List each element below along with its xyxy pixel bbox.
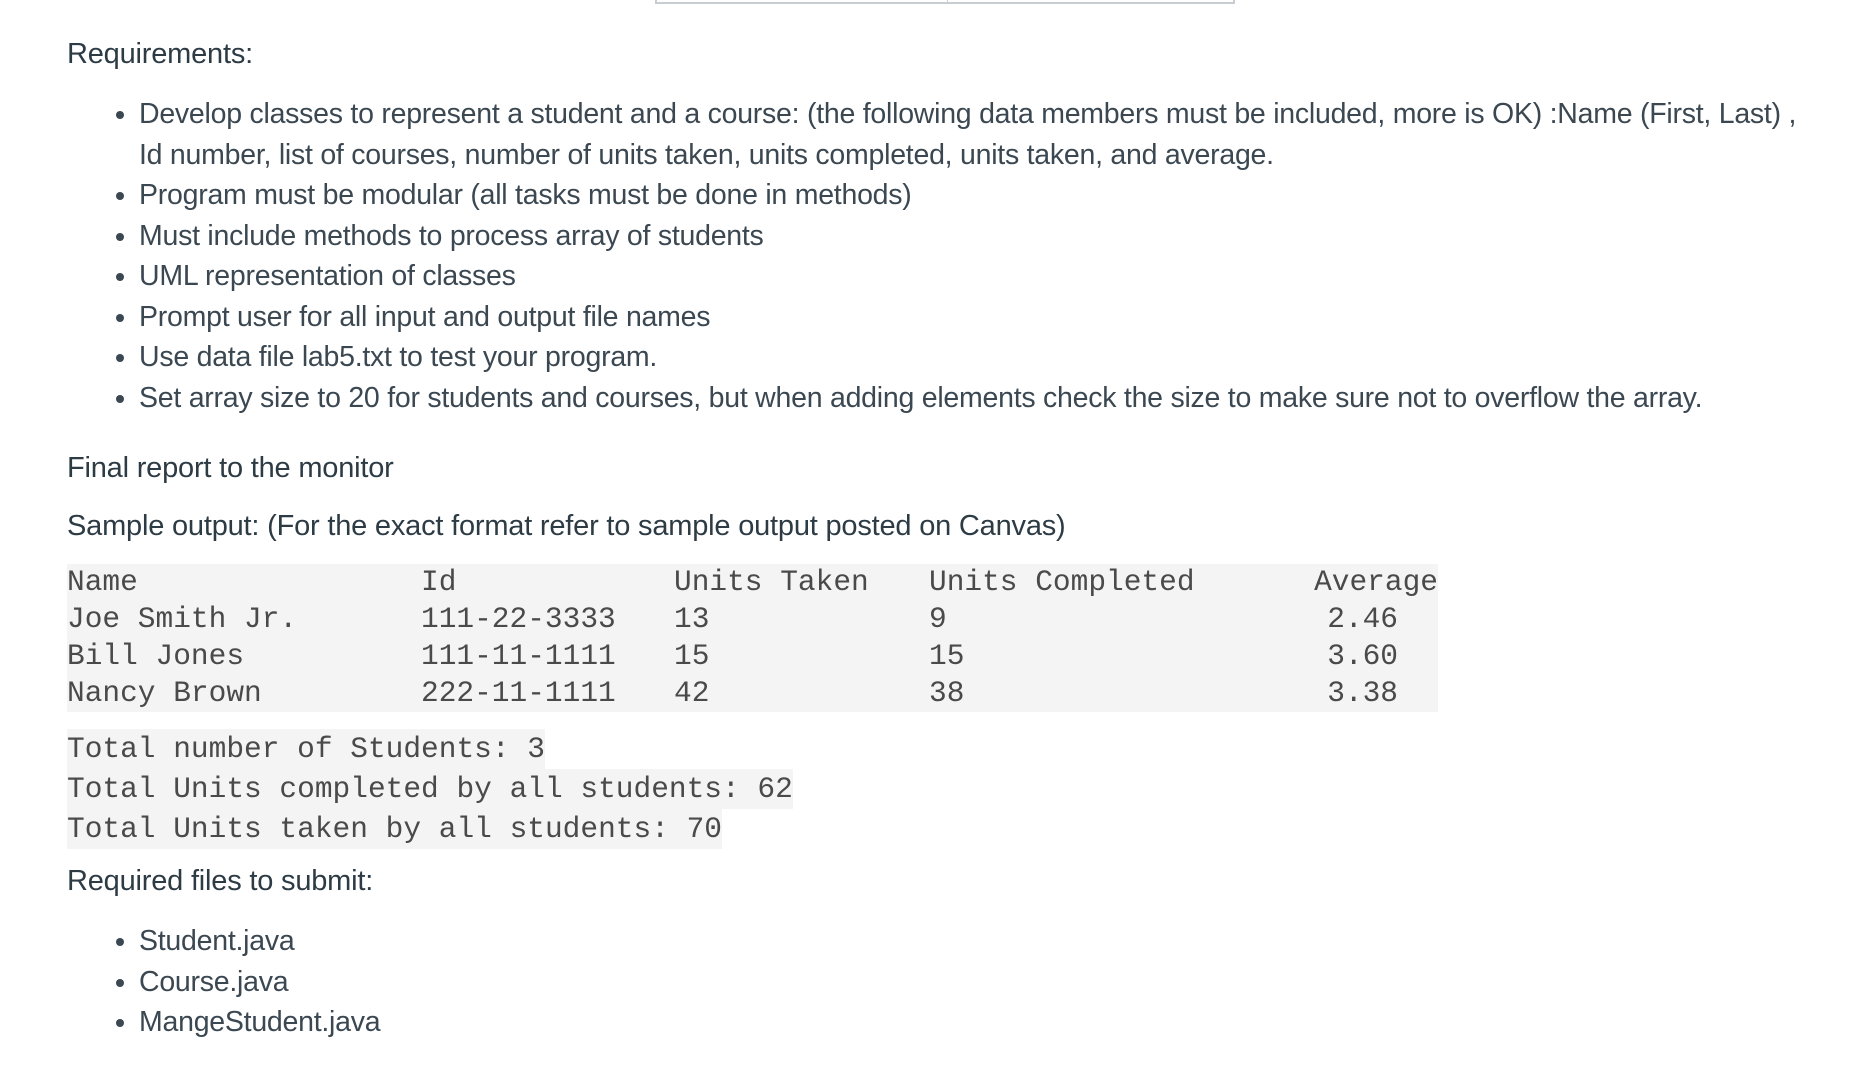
cell-average: 3.60 bbox=[1327, 639, 1398, 673]
column-header-average: Average bbox=[1314, 565, 1438, 599]
requirements-list bbox=[67, 94, 1827, 418]
total-students-line: Total number of Students: 3 bbox=[67, 729, 545, 769]
column-header-name: Name bbox=[67, 565, 138, 599]
cell-average: 2.46 bbox=[1327, 602, 1398, 636]
list-item: • Course.java bbox=[139, 962, 1827, 1003]
list-item: • Prompt user for all input and output file names bbox=[139, 297, 1827, 338]
cell-units-taken: 15 bbox=[674, 639, 710, 673]
list-item: • UML representation of classes bbox=[139, 256, 1827, 297]
column-header-units-completed: Units Completed bbox=[929, 565, 1195, 599]
final-report-heading: Final report to the monitor bbox=[67, 452, 394, 484]
cell-id: 111-22-3333 bbox=[421, 602, 616, 636]
column-header-units-taken: Units Taken bbox=[674, 565, 869, 599]
cell-name: Bill Jones bbox=[67, 639, 245, 673]
table-row bbox=[67, 638, 1398, 675]
cell-name: Joe Smith Jr. bbox=[67, 602, 298, 636]
embedded-frame-bottom-edge bbox=[655, 0, 1235, 4]
column-header-id: Id bbox=[421, 565, 457, 599]
cell-name: Nancy Brown bbox=[67, 676, 262, 710]
table-header-row bbox=[67, 564, 1438, 601]
frame-divider bbox=[947, 0, 948, 2]
table-row bbox=[67, 601, 1398, 638]
cell-units-completed: 9 bbox=[929, 602, 947, 636]
list-item: • Use data file lab5.txt to test your program. bbox=[139, 337, 1827, 378]
requirements-heading: Requirements: bbox=[67, 38, 253, 70]
sample-output-label: Sample output: (For the exact format refer to sample output posted on Canvas) bbox=[67, 510, 1066, 542]
cell-units-taken: 42 bbox=[674, 676, 710, 710]
table-row bbox=[67, 675, 1398, 712]
list-item: • MangeStudent.java bbox=[139, 1002, 1827, 1043]
cell-units-completed: 15 bbox=[929, 639, 965, 673]
cell-units-taken: 13 bbox=[674, 602, 710, 636]
list-item: • Develop classes to represent a student and a course: (the following data members must be included, more is OK) :Name (First, Last) , Id number, list of courses, number of units taken, units completed, units taken, and average. bbox=[139, 94, 1827, 175]
list-item: • Student.java bbox=[139, 921, 1827, 962]
totals-block bbox=[67, 729, 1827, 849]
required-files-list bbox=[67, 921, 1827, 1043]
list-item: • Must include methods to process array of students bbox=[139, 216, 1827, 257]
required-files-heading: Required files to submit: bbox=[67, 865, 374, 897]
list-item: • Program must be modular (all tasks must be done in methods) bbox=[139, 175, 1827, 216]
cell-id: 222-11-1111 bbox=[421, 676, 616, 710]
total-units-completed-line: Total Units completed by all students: 62 bbox=[67, 769, 793, 809]
cell-average: 3.38 bbox=[1327, 676, 1398, 710]
assignment-content bbox=[67, 34, 1827, 1043]
list-item: • Set array size to 20 for students and courses, but when adding elements check the size to make sure not to overflow the array. bbox=[139, 378, 1827, 419]
sample-output-table bbox=[67, 564, 1438, 712]
cell-id: 111-11-1111 bbox=[421, 639, 616, 673]
total-units-taken-line: Total Units taken by all students: 70 bbox=[67, 809, 722, 849]
cell-units-completed: 38 bbox=[929, 676, 965, 710]
